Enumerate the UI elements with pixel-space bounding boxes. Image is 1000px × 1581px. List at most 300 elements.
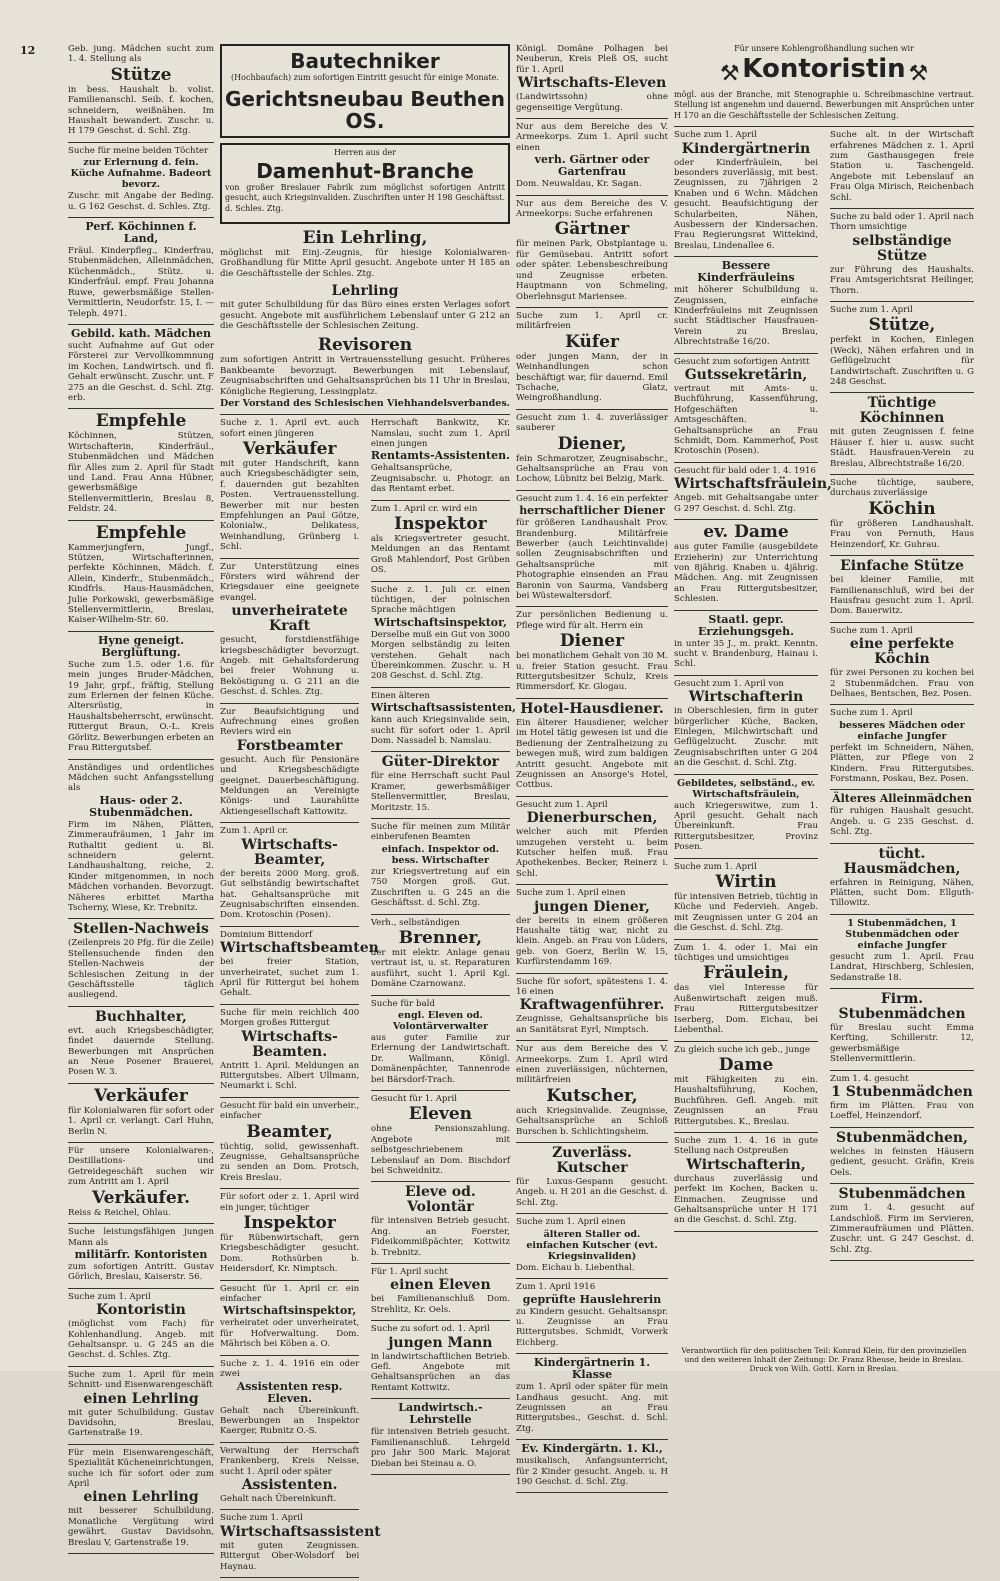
classified-ad: [674, 1136, 818, 1226]
classified-ad: [371, 1185, 510, 1258]
ad-heading: Wirtschafterin: [688, 689, 804, 706]
revisoren-title: Revisoren: [317, 335, 413, 356]
ad-body: zum sofortigen Antritt. Gustav Görlich, Breslau, Kaiserstr. 56.: [68, 1261, 214, 1283]
classified-ad: [516, 800, 668, 879]
ad-heading: Wirtschaftsfräulein,: [674, 476, 832, 493]
divider: [516, 307, 668, 308]
divider: [516, 1040, 668, 1041]
ad-body: für intensiven Betrieb gesucht. Ang. an Foerster, Fideikommißpächter, Kottwitz b. Trebnitz.: [370, 1216, 510, 1258]
ad-intro: Suche alt. in der Wirtschaft erfahrenes Mädchen z. 1. April zum Gasthaus: [830, 130, 974, 161]
divider: [220, 1509, 359, 1510]
ad-heading: Dienerburschen,: [526, 810, 658, 827]
classified-ad: [68, 44, 214, 137]
classified-ad: [371, 918, 510, 990]
ad-heading: Einfache Stütze: [840, 558, 964, 575]
column-1: [68, 44, 214, 1548]
ad-body: evt. auch Kriegsbeschädigter, findet dauernde Stellung. Bewerbungen mit Ansprüchen an Neue Posener Brauerei, Posen W. 3.: [68, 1025, 214, 1078]
classified-ad: [68, 1087, 214, 1137]
divider: [68, 1444, 214, 1445]
column-2-right: [370, 418, 516, 1478]
ad-body: für intensiven Betrieb gesucht. Familienanschluß. Lehrgeld pro Jahr 500 Mark. Majorat Dieban bei Steinau a. O.: [370, 1427, 510, 1469]
divider: [516, 118, 668, 119]
ad-intro: Verwaltung der Herrschaft Frankenberg, Kreis Neisse, sucht 1. April oder später: [220, 1445, 360, 1477]
ad-body: firm im Plätten. Frau von Loeffel, Heinzendorf.: [830, 1101, 974, 1122]
ad-body: gesucht. Auch für Pensionäre und Kriegsbeschädigte geeignet. Dauerbeschäftigung. Meldungen an Vereinigte Königs- und Laurahütte Aktiengesellschaft Kattowitz.: [220, 754, 360, 817]
divider: [830, 843, 974, 844]
ad-intro: Nur aus dem Bereiche des V. Armeekorps: Suche erfahrenen: [516, 198, 668, 220]
ad-body: mit guter Handschrift, kann auch Kriegsbeschädigter sein, f. dauernden gut bezahlten Posten. Vertrauensstellung. Bewerber mit nur besten Empfehlungen an Paul Götze, Kolonialw., Delikatess, Weinhandlung, Grünberg i. Schl.: [220, 458, 360, 553]
divider: [371, 914, 510, 915]
divider: [68, 1288, 214, 1289]
classified-ad: [371, 1267, 510, 1315]
classified-ad: [68, 1227, 214, 1283]
revisoren-text: zum sofortigen Antritt in Vertrauensstellung gesucht. Früheres Bankbeamte bevorzugt. Bewerbungen mit Lebenslauf, Zeugnisabschriften und Gehaltsansprüchen bis 11 Uhr in Breslau, Königliche Regierung, Lessingplatz.: [220, 355, 510, 397]
ad-intro: Suche zum 1. April: [68, 1291, 151, 1302]
ad-heading: Köchin: [868, 498, 936, 519]
hammer-pick-icon: ⚒: [719, 61, 740, 87]
divider: [830, 555, 974, 556]
divider: [371, 995, 510, 996]
ad-heading: selbständige Stütze: [852, 232, 952, 264]
classified-ad: [516, 1282, 668, 1348]
ad-body: (möglichst vom Fach) für Kohlenhandlung. Angeb. mit Gehaltsanspr. u. G 245 an die Geschst. d. Schles. Ztg.: [68, 1319, 214, 1361]
divider: [68, 1142, 214, 1143]
ad-heading: Stütze,: [868, 315, 936, 336]
ad-intro: Suche z. 1. 4. 1916 ein oder zwei: [220, 1358, 360, 1380]
ad-body: aus guter Familie zur Erlernung der Landwirtschaft. Dr. Wallmann, Königl. Domänenpächter, Tannenrode bei Bärsdorf-Trach.: [370, 1032, 510, 1085]
ad-heading: jungen Mann: [388, 1334, 493, 1351]
ad-heading: Verkäufer: [242, 438, 337, 459]
classified-ad: [674, 260, 818, 347]
ad-body: in bess. Haushalt b. volist. Familienanschl. Seib. f. kochen, schneidern, weißnähen. Im Haushalt bewandert. Zuschr. u. H 179 Geschst. d. Schl. Ztg.: [68, 84, 214, 137]
ad-intro: Geb. jung. Mädchen sucht zum 1. 4. Stellung als: [68, 44, 214, 65]
ad-intro: Einen älteren: [370, 690, 430, 701]
classified-ad: [674, 357, 818, 457]
ad-intro: Zum 1. April cr. wird ein: [370, 503, 478, 514]
ad-heading: herrschaftlicher Diener: [519, 504, 665, 518]
column-2-subcols: [220, 418, 516, 1572]
ad-heading: verh. Gärtner oder Gartenfrau: [534, 153, 650, 179]
divider: [674, 774, 818, 775]
ad-heading: Beamter,: [246, 1121, 333, 1142]
ad-heading: einfach. Inspektor od. bess. Wirtschafter: [381, 843, 500, 866]
classified-ad: [68, 922, 214, 1000]
divider: [68, 1006, 214, 1007]
ad-body: Angeb. mit Gehaltsangabe unter G 297 Geschst. d. Schl. Ztg.: [674, 493, 818, 514]
ad-heading: Diener: [559, 631, 625, 652]
ad-body: Zuschr. mit Angabe der Beding. u. G 162 Geschst. d. Schles. Ztg.: [68, 191, 214, 212]
column-2: [220, 44, 516, 1572]
divider: [674, 1041, 818, 1042]
column-4: [674, 44, 974, 1344]
revisoren-ad: [220, 336, 510, 409]
ad-body: für Luxus-Gespann gesucht. Angeb. u. H 201 an die Geschst. d. Schl. Ztg.: [516, 1177, 668, 1208]
ad-heading: Älteres Alleinmädchen: [832, 792, 972, 806]
divider: [68, 1223, 214, 1224]
ad-body: verheiratet oder unverheiratet, für Hofverwaltung. Dom. Mährisch bei Köben a. O.: [220, 1318, 360, 1350]
ad-body: bei monatlichem Gehalt von 30 M. u. freier Station gesucht. Frau Rittergutsbesitzer Schulz, Kreis Rimmersdorf, Kr. Glogau.: [516, 651, 668, 693]
classified-ad: [371, 1094, 510, 1176]
ad-heading: Staatl. gepr. Erziehungsgeh.: [698, 612, 794, 638]
ad-intro: Gesucht zum sofortigen Antritt: [674, 356, 810, 367]
classified-ad: [220, 826, 359, 920]
classified-ad: [220, 1446, 359, 1505]
classified-ad: [516, 311, 668, 404]
ad-body: (Zeilenpreis 20 Pfg. für die Zeile) Stellensuchende finden den Stellen-Nachweis der Schlesischen Zeitung in der Geschäftsstelle täglich ausliegend.: [68, 938, 214, 1001]
ad-intro: Suche für mein reichlich 400 Morgen großes Rittergut: [220, 1007, 360, 1029]
ad-body: für größeren Landhaushalt. Frau von Pernuth, Haus Heinzendorf, Kr. Guhrau.: [830, 518, 974, 550]
ad-heading: tücht. Hausmädchen,: [843, 845, 961, 877]
ad-body: in landwirtschaftlichen Betrieb. Gefl. Angebote mit Gehaltsansprüchen an das Rentamt Kottwitz.: [370, 1351, 510, 1393]
classified-ad: [674, 614, 818, 670]
divider: [68, 142, 214, 143]
divider: [674, 519, 818, 520]
divider: [674, 126, 974, 127]
ad-body: welches in feinsten Häusern gedient, gesucht. Gräfin, Kreis Oels.: [830, 1146, 974, 1178]
ad-heading: Stubenmädchen: [838, 1186, 966, 1203]
classified-ad: [516, 1357, 668, 1434]
ad-heading: militärfr. Kontoristen: [74, 1247, 208, 1261]
ad-body: Dom. Neuwaldau, Kr. Sagan.: [516, 179, 642, 190]
ad-body: mit höherer Schulbildung u. Zeugnissen, einfache Kinderfräuleins mit Zeugnissen sucht Städtischer Hausfrauen-Verein zu Breslau, Albrechtstraße 16/20.: [674, 285, 818, 348]
divider: [516, 195, 668, 196]
ad-heading: Kontoristin: [96, 1302, 186, 1319]
ad-heading: Wirtschafts-Beamten.: [241, 1028, 338, 1060]
page-number: 12: [20, 44, 36, 57]
classified-ad: [68, 1448, 214, 1548]
classified-ad: [516, 413, 668, 485]
classified-ad: [674, 943, 818, 1036]
ad-intro: Gesucht zum 1. 4. 16 ein perfekter: [516, 493, 668, 504]
ad-intro: Suche zum 1. April: [674, 861, 757, 872]
ad-intro: Suche z. 1. Juli cr. einen tüchtigen, der polnischen Sprache mächtigen: [370, 584, 510, 616]
divider: [830, 1183, 974, 1184]
ad-heading: Küfer: [565, 331, 619, 352]
ad-heading: zur Erlernung d. fein. Küche Aufnahme. Badeort bevorz.: [70, 157, 212, 191]
classified-ad: [674, 862, 818, 934]
ad-body: gesucht zum 1. April. Frau Landrat, Hirschberg, Schlesien, Sedanstraße 18.: [830, 951, 974, 983]
ad-intro: Suche zu sofort od. 1. April: [370, 1324, 490, 1335]
damenhut-text: von großer Breslauer Fabrik zum möglichst sofortigen Antritt gesucht, auch Kriegsinvaliden. Zuschriften unter H 198 Geschäftsst. d. Schles. Ztg.: [225, 182, 505, 213]
ad-intro: Suche zum 1. April für mein Schnitt- und Eisenwarengeschäft: [68, 1369, 214, 1391]
divider: [516, 490, 668, 491]
ad-body: für zwei Personen zu kochen bei 2 Stubenmädchen. Frau von Delhaes, Bentschen, Bez. Posen.: [830, 668, 974, 699]
ad-body: zur Führung des Haushalts. Frau Amtsgerichtsrat Heilinger, Thorn.: [830, 264, 974, 296]
ad-heading: Stütze: [110, 64, 172, 85]
ad-heading: einen Eleven: [390, 1277, 491, 1294]
ad-intro: Suche leistungsfähigen jungen Mann als: [68, 1227, 214, 1248]
ad-body: der mit elektr. Anlage genau vertraut ist, u. st. Reparaturen ausführt, sucht 1. April Kgl. Domäne Czarnowanz.: [370, 947, 510, 990]
divider: [516, 1353, 668, 1354]
classified-ad: [220, 1192, 359, 1274]
ad-body: perfekt in Kochen, Einlegen (Weck), Nähen erfahren und in Geflügelzucht für Landwirtschaft. Zuschriften u. G 248 Geschst.: [830, 335, 974, 388]
classified-ad: [371, 755, 510, 813]
ad-intro: Für sofort oder z. 1. April wird ein junger, tüchtiger: [220, 1192, 360, 1213]
ad-heading: Eleve od. Volontär: [404, 1184, 476, 1216]
ad-body: bei kleiner Familie, mit Familienanschluß, wird bei der Hausfrau gesucht zum 1. April. Dom. Bauerwitz.: [830, 575, 974, 617]
kontoristin-ad: [674, 54, 974, 90]
lehrling-1-title: Ein Lehrling,: [302, 228, 428, 249]
bautechniker-ad: [220, 44, 510, 138]
classified-ad: [674, 679, 818, 769]
ad-heading: Wirtschaftsbeamten: [220, 940, 379, 957]
divider: [516, 1278, 668, 1279]
column-3: [516, 44, 668, 1487]
divider: [674, 256, 818, 257]
ad-heading: Fräulein,: [702, 963, 790, 984]
divider: [68, 217, 214, 218]
ad-intro: Nur aus dem Bereiche des V. Armeekorps. Zum 1. April wird einen zuverlässigen, nüchternen, militärfreien: [516, 1044, 668, 1086]
classified-ad: [830, 305, 974, 387]
classified-ad: [830, 1187, 974, 1255]
revisoren-sub: Der Vorstand des Schlesischen Viehhandelsverbandes.: [220, 398, 510, 410]
ad-intro: Suche zum 1. 4. 16 in gute Stellung nach Ostpreußen: [674, 1135, 818, 1157]
ad-intro: Gesucht zum 1. 4. zuverlässiger sauberer: [516, 412, 668, 434]
ad-heading: Wirtschaftsinspektor,: [223, 1304, 357, 1318]
ad-heading: 1 Stubenmädchen: [831, 1084, 973, 1101]
ad-heading: Haus- oder 2. Stubenmädchen.: [89, 793, 193, 819]
ad-body: fein Schmarotzer, Zeugnisabschr., Gehaltsansprüche an Frau von Lochow, Lübnitz bei Belzig, Mark.: [516, 453, 668, 485]
classified-ad: [68, 221, 214, 319]
classified-ad: [516, 888, 668, 967]
ad-body: mit guten Zeugnissen. Rittergut Ober-Wolsdorf bei Haynau.: [220, 1540, 360, 1572]
ad-heading: Güter-Direktor: [381, 754, 500, 771]
ad-intro: Suche für sofort, spätestens 1. 4. 16 einen: [516, 976, 668, 997]
divider: [830, 1070, 974, 1071]
divider: [830, 301, 974, 302]
ad-body: für meinen Park, Obstplantage u. für Gemüsebau. Antritt sofort oder später. Lebensbeschreibung und Zeugnisse erbeten. Hauptmann von Schmeling, Oberlehnsgut Mariensee.: [516, 239, 668, 302]
classified-ad: [68, 1010, 214, 1078]
divider: [371, 1320, 510, 1321]
ad-heading: Kindergärtnerin: [681, 140, 811, 157]
divider: [220, 1004, 359, 1005]
classified-ad: [516, 1443, 668, 1487]
ad-heading: Stellen-Nachweis: [73, 921, 209, 938]
classified-ad: [516, 44, 668, 113]
divider: [830, 474, 974, 475]
ad-body: in unter 35 J., m. prakt. Kenntn. sucht v. Brandenburg, Hainau i. Schl.: [674, 638, 818, 670]
ad-intro: Suche zum 1. April: [830, 625, 913, 636]
ad-intro: Gesucht für bald oder 1. 4. 1916: [674, 465, 816, 476]
ad-heading: Hyne geneigt. Berglüftung.: [97, 633, 185, 659]
ad-heading: Landwirtsch.-Lehrstelle: [398, 1401, 483, 1427]
classified-ad: [830, 793, 974, 837]
classified-ad: [830, 478, 974, 550]
ad-intro: Zur persönlichen Bedienung u. Pflege wird für alt. Herrn ein: [516, 610, 668, 631]
classified-ad: [516, 122, 668, 190]
divider: [674, 462, 818, 463]
ad-heading: Eleven: [408, 1104, 473, 1125]
classified-ad: [516, 1044, 668, 1137]
divider: [516, 1213, 668, 1214]
ad-body: zum 1. April oder später für mein Landhaus gesucht. Ang. mit Zeugnissen an Frau Rittergutsbes., Geschst. d. Schl. Ztg.: [516, 1382, 668, 1434]
classified-ad: [830, 396, 974, 469]
column-4-right: [830, 130, 974, 1264]
classified-ad: [220, 562, 359, 698]
classified-ad: [516, 199, 668, 302]
ad-body: tüchtig, solid, gewissenhaft. Zeugnisse, Gehaltsansprüche zu senden an Dom. Protsch, Kreis Breslau.: [220, 1141, 360, 1183]
ad-intro: Zum 1. 4. oder 1. Mai ein tüchtiges und umsichtiges: [674, 942, 818, 964]
classified-ad: [830, 1074, 974, 1122]
ad-heading: Kutscher,: [546, 1085, 638, 1106]
ad-body: gegen freie Station u. Taschengeld. Angebote mit Lebenslauf an Frau Olga Mirisch, Reichenbach Schl.: [830, 150, 974, 203]
divider: [674, 675, 818, 676]
ad-heading: Gutssekretärin,: [684, 367, 808, 384]
divider: [371, 500, 510, 501]
classified-ad: [220, 1008, 359, 1092]
ad-body: für Kolonialwaren für sofort oder 1. April cr. verlangt. Carl Huhn, Berlin N.: [68, 1105, 214, 1137]
bautechniker-title: Bautechniker: [290, 49, 440, 73]
divider: [371, 1090, 510, 1091]
classified-ad: [220, 1284, 359, 1350]
classified-ad: [830, 847, 974, 909]
ad-body: für größeren Landhaushalt Prov. Brandenburg. Militärfreie Bewerber (auch Leichtinvalide) sollen Zeugnisabschriften und Gehaltsansprüche mit Photographie einsenden an Frau Baronin von Saurma, Vandsberg bei Wüstewaltersdorf.: [516, 518, 668, 602]
ad-body: für Breslau sucht Emma Kerfting, Schillerstr. 12, gewerbsmäßige Stellenvermittlerin.: [830, 1023, 974, 1065]
ad-heading: Ev. Kindergärtn. 1. Kl.,: [521, 1442, 663, 1456]
divider: [516, 1492, 668, 1493]
divider: [220, 1577, 359, 1578]
divider: [371, 581, 510, 582]
ad-body: zum 1. 4. gesucht auf Landschloß. Firm im Servieren, Zimmeraufräumen und Plätten. Zuschr. unt. G 247 Geschst. d. Schl. Ztg.: [830, 1203, 974, 1255]
ad-heading: einen Lehrling: [83, 1390, 199, 1407]
ad-intro: Suche für meinen zum Militär einberufenen Beamten: [370, 822, 510, 843]
divider: [516, 1142, 668, 1143]
ad-body: erfahren in Reinigung, Nähen, Plätten, sucht Dom. Ellguth-Tillowitz.: [830, 877, 974, 909]
ad-intro: Suche zum 1. April einen: [516, 888, 626, 899]
classified-ad: [830, 1131, 974, 1178]
ad-intro: Gesucht zum 1. April von: [674, 678, 784, 689]
ad-heading: älteren Staller od. einfachen Kutscher (evt. Kriegsinvaliden): [526, 1228, 658, 1262]
ad-heading: besseres Mädchen oder einfache Jungfer: [839, 719, 965, 742]
ad-intro: Suche tüchtige, saubere, durchaus zuverlässige: [830, 478, 974, 499]
ad-heading: Wirtschafts-Eleven: [517, 75, 667, 92]
ad-heading: Perf. Köchinnen f. Land,: [85, 220, 197, 246]
divider: [830, 914, 974, 915]
ad-body: für eine Herrschaft sucht Paul Kramer, gewerbsmäßiger Stellenvermittler, Breslau, Moritzstr. 15.: [370, 771, 510, 813]
classified-ad: [220, 418, 359, 552]
classified-ad: [220, 1513, 381, 1572]
divider: [220, 822, 359, 823]
ad-intro: Herrschaft Bankwitz, Kr. Namslau, sucht zum 1. April einen jungen: [370, 418, 510, 449]
classified-ad: [830, 130, 974, 203]
ad-body: der bereits in einem größeren Haushalte tätig war, nicht zu klein. Angeb. an Frau von Lüders, geb. von Goerz, Berlin W. 15, Kurfürstendamm 169.: [516, 915, 668, 968]
divider: [220, 1442, 359, 1443]
classified-ad: [68, 635, 214, 754]
column-2-left: [220, 418, 381, 1581]
ad-body: ohne Pensionszahlung. Angebote mit selbstgeschriebenem Lebenslauf an Dom. Bischdorf bei Schweidnitz.: [370, 1124, 510, 1176]
ad-intro: Zur Beaufsichtigung und Aufrechnung eines großen Reviers wird ein: [220, 706, 360, 738]
classified-ad: [68, 763, 214, 914]
ad-intro: Suche zum 1. April einen: [516, 1217, 626, 1228]
ad-body: Derselbe muß ein Gut von 3000 Morgen selbständig zu leiten verstehen. Gehalt nach Übereinkommen. Zuschr. u. H 208 Geschst. d. Schl. Ztg.: [370, 629, 510, 682]
ad-intro: Suche zum 1. April: [220, 1513, 303, 1524]
divider: [516, 409, 668, 410]
ad-heading: Verkäufer: [94, 1085, 188, 1106]
divider: [220, 1355, 359, 1356]
ad-heading: Diener,: [557, 433, 627, 454]
ad-body: Zeugnisse, Gehaltsansprüche bis an Sanitätsrat Eyrl, Nimptsch.: [516, 1014, 668, 1035]
classified-ad: [68, 412, 214, 514]
ad-heading: geprüfte Hauslehrerin: [522, 1292, 662, 1306]
ad-heading: Dame: [718, 1054, 774, 1075]
ad-intro: Gesucht für bald ein unverheir., einfacher: [220, 1100, 360, 1122]
ad-body: als Kriegsvertreter gesucht. Meldungen an das Rentamt Groß Mahlendorf, Post Grüben OS.: [370, 533, 510, 576]
hammer-pick-icon: ⚒: [908, 61, 929, 87]
classified-ad: [674, 523, 818, 604]
ad-heading: Gebildetes, selbständ., ev. Wirtschaftsfräulein,: [676, 777, 816, 800]
divider: [220, 1188, 359, 1189]
damenhut-ad: [220, 143, 510, 224]
classified-ad: [516, 610, 668, 692]
bautechniker-sub: Gerichtsneubau Beuthen OS.: [225, 87, 505, 134]
ad-body: das viel Interesse für Außenwirtschaft zeigen muß. Frau Rittergutsbesitzer Iserberg, Dom. Eichau, bei Liebenthal.: [674, 983, 818, 1036]
ad-body: Ein älterer Hausdiener, welcher im Hotel tätig gewesen ist und die Bedienung der Zentralheizung zu bewegen muß, wird zum baldigen Antritt gesucht. Angebote mit Zeugnissen an Ansorge's Hotel, Cottbus.: [516, 717, 668, 791]
divider: [68, 324, 214, 325]
ad-body: Fräul. Kinderpfleg., Kinderfrau, Stubenmädchen, Alleinmädchen, Küchenmädch., Stütz. u. Kinderfräul. empf. Frau Johanna Ruwe, gewerbsmäßige Stellen-Vermittlerin, Neudorfstr. 15, I. — Teleph. 4971.: [68, 246, 214, 319]
ad-intro: Suche zu bald oder 1. April nach Thorn umsichtige: [830, 211, 974, 233]
classified-ad: [68, 1292, 214, 1361]
ad-body: Antritt 1. April. Meldungen an Rittergutsbes. Albert Ullmann, Neumarkt i. Schl.: [220, 1060, 360, 1092]
kontoristin-header: Für unsere Kohlengroßhandlung suchen wir: [734, 44, 914, 53]
ad-intro: Zum 1. April 1916: [516, 1282, 596, 1293]
classified-ad: [830, 559, 974, 617]
divider: [674, 1231, 818, 1232]
divider: [220, 703, 359, 704]
classified-ad: [674, 778, 818, 853]
ad-heading: Forstbeamter: [236, 737, 343, 754]
divider: [516, 796, 668, 797]
ad-intro: Suche zum 1. April: [830, 305, 913, 315]
classified-ad: [516, 494, 668, 602]
ad-intro: Gesucht zum 1. April: [516, 799, 608, 810]
divider: [371, 818, 510, 819]
ad-intro: Zum 1. 4. gesucht: [830, 1073, 909, 1084]
divider: [516, 1439, 668, 1440]
ad-intro: Für mein Eisenwarengeschäft, Spezialität Kücheneinrichtungen, suche ich für sofort oder zum April: [68, 1447, 214, 1489]
divider: [371, 687, 510, 688]
ad-intro: Königl. Domäne Polhagen bei Neuberun, Kreis Pleß OS, sucht für 1. April: [516, 44, 668, 75]
classified-ad: [516, 1146, 668, 1208]
ad-heading: Firm. Stubenmädchen: [838, 991, 966, 1023]
divider: [830, 704, 974, 705]
classified-ad: [371, 999, 510, 1085]
classified-ad: [516, 977, 668, 1036]
footer-imprint: Verantwortlich für den politischen Teil: Konrad Klein, für den provinziellen und den weiteren Inhalt der Zeitung: Dr. Franz Rheuse, beide in Breslau. Druck von Wilh. Gottl. Korn in Breslau.: [681, 1346, 967, 1373]
divider: [830, 789, 974, 790]
divider: [68, 520, 214, 521]
ad-heading: unverheiratete Kraft: [231, 603, 348, 635]
ad-intro: Suche für bald: [370, 998, 435, 1009]
divider: [830, 1127, 974, 1128]
ad-intro: Suche für meine beiden Töchter: [68, 145, 209, 156]
ad-body: bei freier Station, unverheiratet, suchet zum 1. April für Rittergut bei hohem Gehalt.: [220, 957, 360, 999]
bautechniker-text: (Hochbaufach) zum sofortigen Eintritt gesucht für einige Monate.: [231, 73, 499, 82]
ad-intro: Suche z. 1. April evt. auch sofort einen jüngeren: [220, 418, 360, 439]
ad-body: der bereits 2000 Morg. groß. Gut selbständig bewirtschaftet hat. Gehaltsansprüche mit Zeugnisabschriften einsenden. Dom. Krotoschin (Posen).: [220, 868, 360, 921]
divider: [830, 1260, 974, 1261]
ad-body: Reiss & Reichel, Ohlau.: [68, 1207, 171, 1218]
ad-heading: Zuverläss. Kutscher: [552, 1145, 632, 1177]
lehrling-2-title: Lehrling: [331, 283, 399, 300]
ad-heading: Gebild. kath. Mädchen: [71, 326, 211, 340]
ad-body: Gehaltsansprüche, Zeugnisabschr. u. Photogr. an das Rentamt erbet.: [370, 463, 510, 495]
lehrling-ad-1: [220, 229, 510, 279]
classified-ad: [674, 130, 818, 251]
divider: [220, 558, 359, 559]
ad-body: durchaus zuverlässig und perfekt im Kochen, Backen u. Einmachen. Zeugnisse und Gehaltsansprüche unter H 171 an die Geschst. d. Schl. Ztg.: [674, 1173, 818, 1226]
ad-body: Suche zum 1.5. oder 1.6. für mein junges Bruder-Mädchen, 19 Jahr, grpf., fräftig, Stellung zum Erlernen der feinen Küche. Altersrüstig, in Haushaltsbeherrscht, erwünscht. Rittergut Braun, O.-L. Kreis Görlitz. Bewerbungen erbeten an Frau Rittergutsbef.: [68, 659, 214, 754]
ad-body: oder jungen Mann, der in Weinhandlungen schon beschäftigt war, für dauernd. Emil Tschache, Glatz, Weingroßhandlung.: [516, 351, 668, 404]
